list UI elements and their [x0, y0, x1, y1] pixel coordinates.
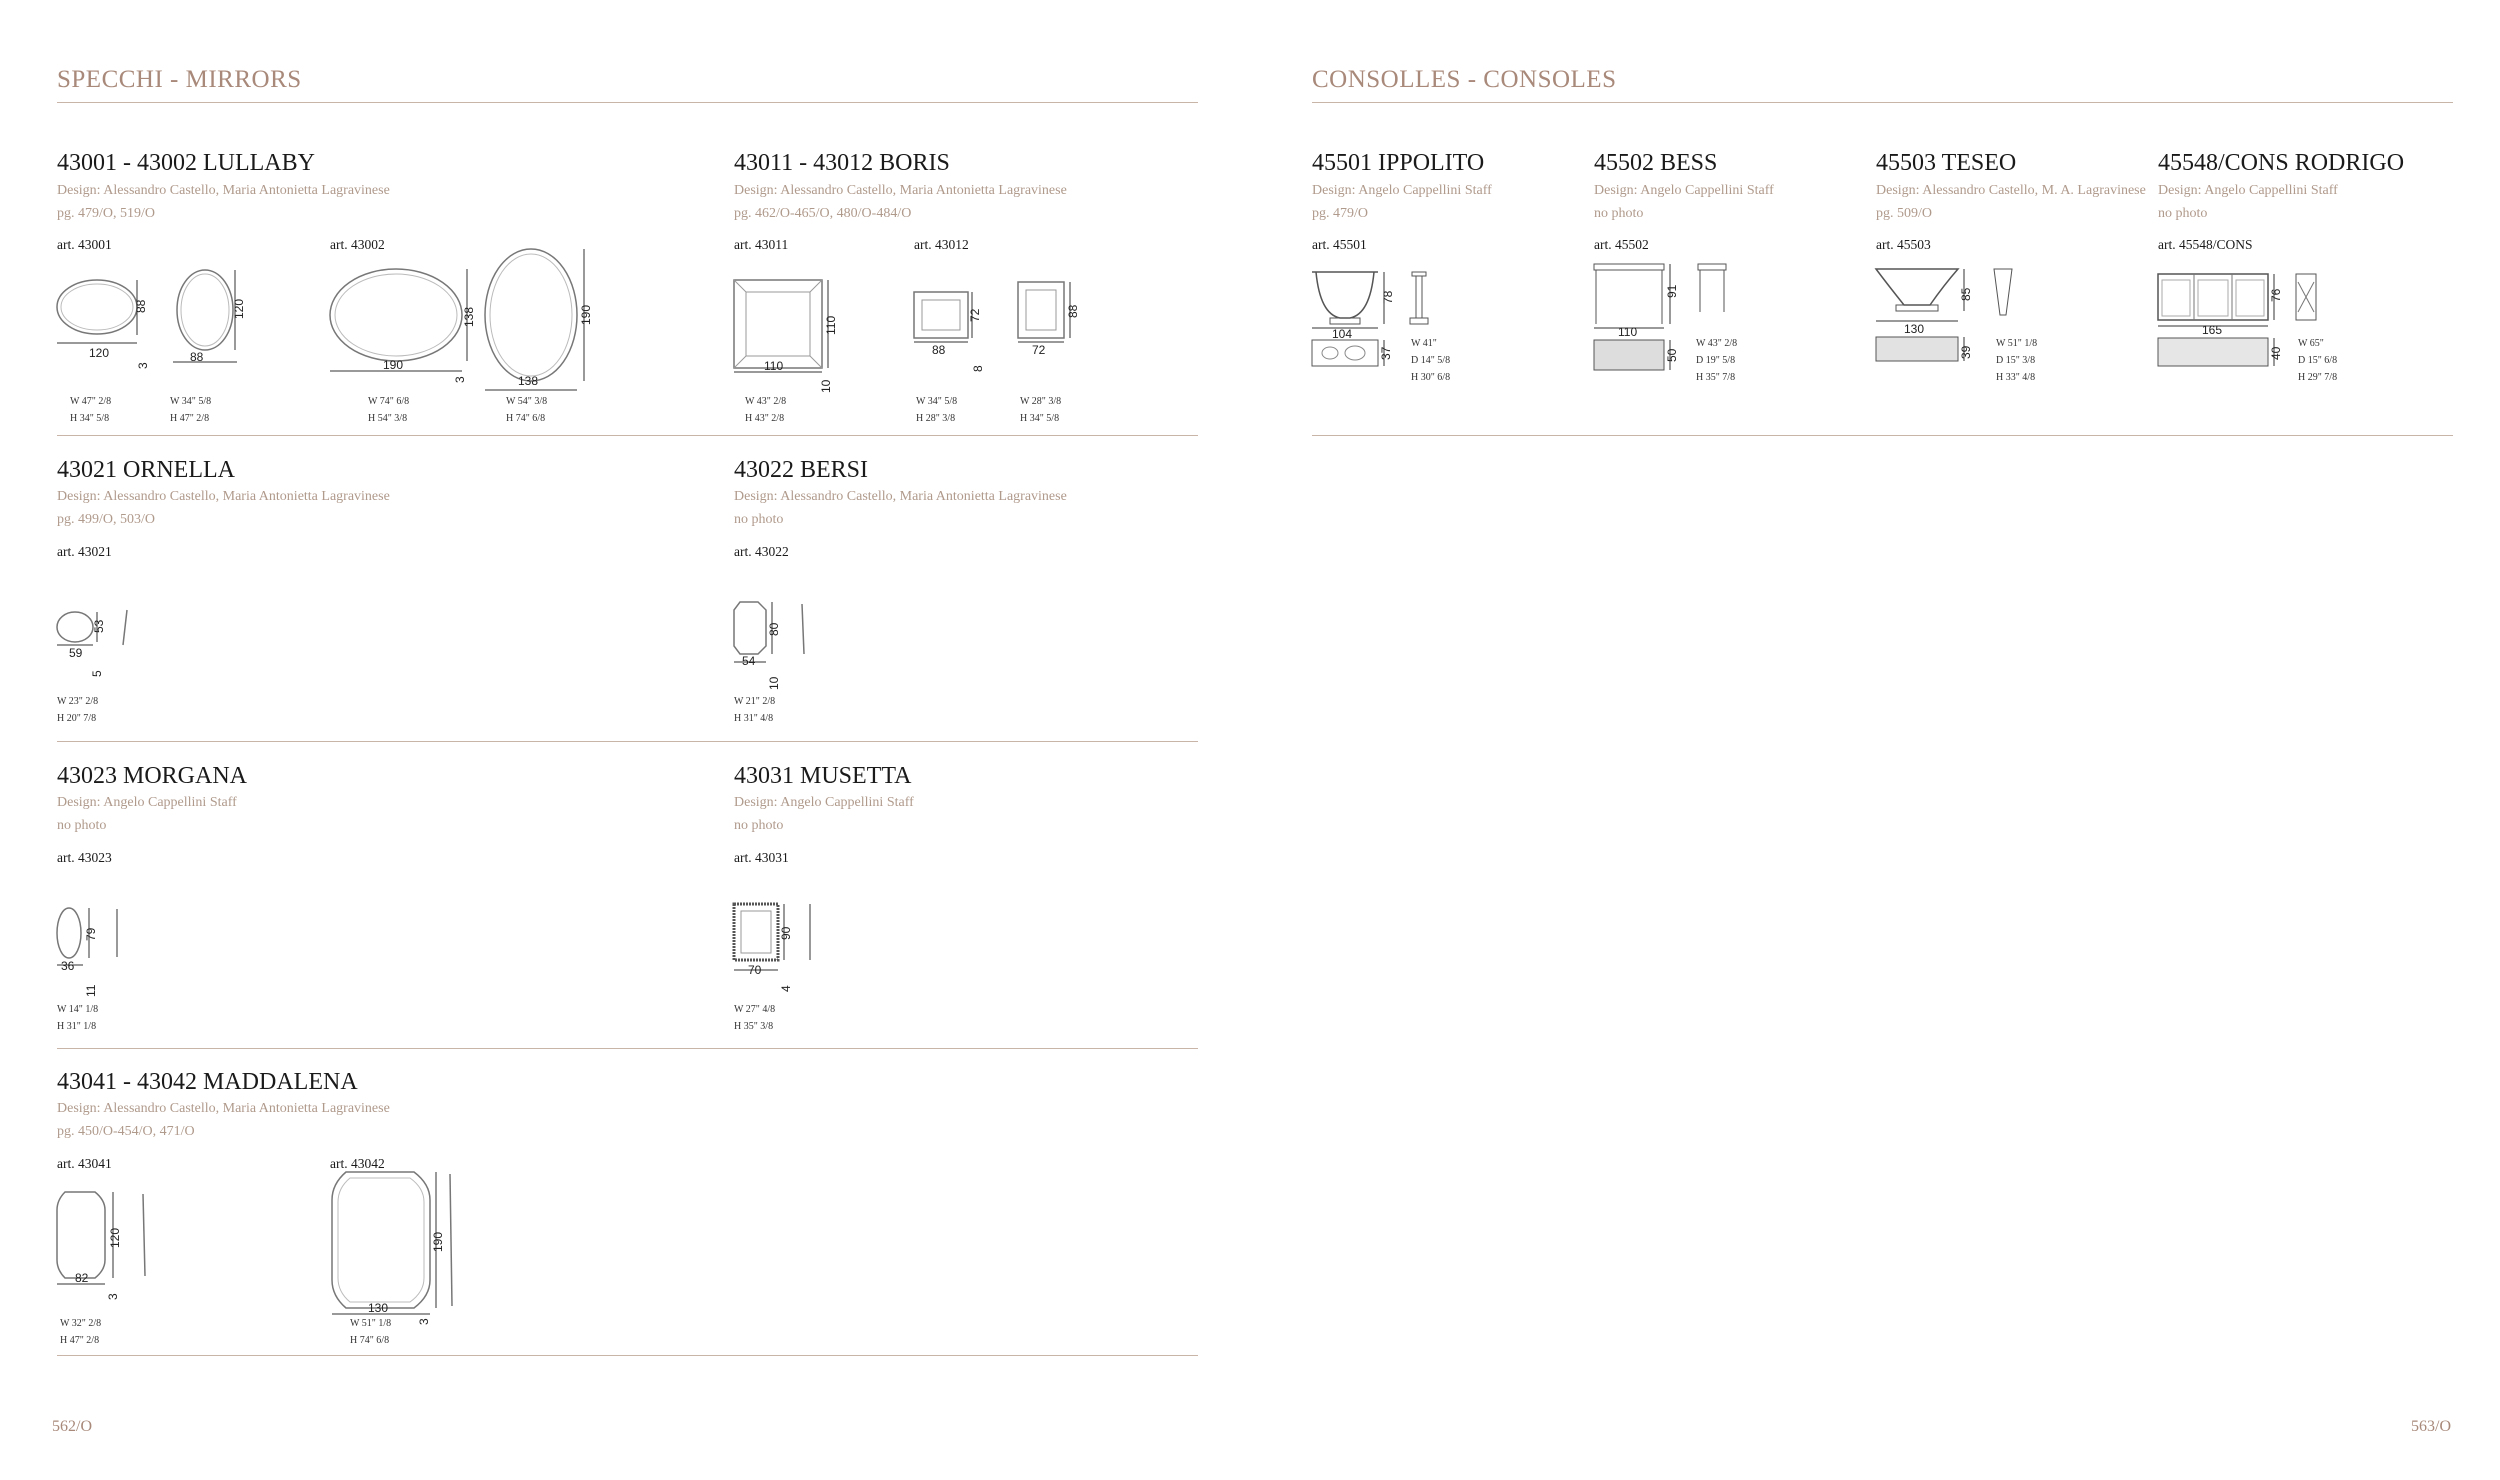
product-design: Design: Alessandro Castello, Maria Antonietta Lagravinese [57, 489, 390, 504]
product-pages: pg. 462/O-465/O, 480/O-484/O [734, 206, 912, 221]
row-divider [57, 741, 1198, 742]
article-dimensions: W 54" 3/8 H 74" 6/8 [506, 396, 548, 424]
product-design: Design: Alessandro Castello, Maria Antonietta Lagravinese [734, 489, 1067, 504]
product-pages: pg. 479/O [1312, 206, 1368, 221]
dim-number: 3 [136, 362, 150, 369]
article-label: art. 43023 [57, 850, 112, 865]
dim-number: 110 [764, 359, 784, 373]
article-label: art. 43031 [734, 850, 789, 865]
product-design: Design: Alessandro Castello, Maria Antonietta Lagravinese [57, 183, 390, 198]
section-title-consoles: CONSOLLES - CONSOLES [1312, 66, 1617, 93]
product-title-ornella: 43021 ORNELLA [57, 457, 235, 483]
product-design: Design: Angelo Cappellini Staff [57, 795, 237, 810]
dim-number: 3 [106, 1293, 120, 1300]
article-label: art. 45501 [1312, 237, 1367, 252]
product-title-maddalena: 43041 - 43042 MADDALENA [57, 1069, 358, 1095]
product-pages: no photo [734, 512, 784, 527]
dim-number: 88 [190, 350, 204, 364]
dim-number: 110 [824, 315, 838, 335]
product-pages: no photo [1594, 206, 1644, 221]
product-design: Design: Angelo Cappellini Staff [1312, 183, 1492, 198]
dim-number: 72 [1032, 343, 1046, 357]
dim-number: 3 [417, 1318, 431, 1325]
article-dimensions: W 27" 4/8 H 35" 3/8 [734, 1004, 776, 1032]
dim-number: 4 [779, 985, 793, 992]
lullaby-43001-drawing [55, 265, 255, 385]
article-label: art. 43001 [57, 237, 112, 252]
article-label: art. 45548/CONS [2158, 237, 2253, 252]
row-divider [57, 1355, 1198, 1356]
lullaby-43002-drawing [328, 245, 608, 405]
teseo-45503-drawing [1874, 265, 2014, 375]
dim-number: 138 [518, 374, 539, 388]
dim-number: 85 [1959, 287, 1973, 301]
product-design: Design: Alessandro Castello, M. A. Lagravinese [1876, 183, 2146, 198]
musetta-43031-drawing [732, 900, 822, 1000]
dim-number: 120 [232, 298, 246, 319]
product-pages: no photo [734, 818, 784, 833]
maddalena-43042-drawing [330, 1170, 470, 1325]
dim-number: 70 [748, 963, 762, 977]
article-dimensions: W 43" 2/8 D 19" 5/8 H 35" 7/8 [1696, 338, 1738, 383]
bersi-43022-drawing [732, 600, 822, 695]
product-title-boris: 43011 - 43012 BORIS [734, 150, 950, 176]
dim-number: 88 [932, 343, 946, 357]
boris-43012-drawing [912, 280, 1092, 380]
article-dimensions: W 34" 5/8 H 28" 3/8 [916, 396, 958, 424]
article-dimensions: W 51" 1/8 D 15" 3/8 H 33" 4/8 [1996, 338, 2038, 383]
dim-number: 90 [779, 926, 793, 940]
section-rule [1312, 102, 2453, 103]
product-design: Design: Angelo Cappellini Staff [734, 795, 914, 810]
dim-number: 190 [579, 304, 593, 325]
product-design: Design: Alessandro Castello, Maria Antonietta Lagravinese [734, 183, 1067, 198]
dim-number: 72 [968, 308, 982, 322]
product-title-lullaby: 43001 - 43002 LULLABY [57, 150, 315, 176]
dim-number: 5 [90, 670, 104, 677]
product-pages: no photo [57, 818, 107, 833]
dim-number: 78 [1381, 290, 1395, 304]
product-title-bess: 45502 BESS [1594, 150, 1718, 176]
product-title-rodrigo: 45548/CONS RODRIGO [2158, 150, 2405, 176]
dim-number: 130 [1904, 322, 1925, 336]
dim-number: 36 [61, 959, 75, 973]
dim-number: 88 [1066, 304, 1080, 318]
dim-number: 120 [89, 346, 110, 360]
dim-number: 120 [108, 1227, 122, 1248]
page-number: 562/O [52, 1418, 92, 1435]
dim-number: 39 [1959, 345, 1973, 359]
article-dimensions: W 34" 5/8 H 47" 2/8 [170, 396, 212, 424]
article-dimensions: W 43" 2/8 H 43" 2/8 [745, 396, 787, 424]
maddalena-43041-drawing [55, 1190, 175, 1310]
dim-number: 40 [2269, 346, 2283, 360]
boris-43011-drawing [732, 275, 842, 395]
article-dimensions: W 47" 2/8 H 34" 5/8 [70, 396, 112, 424]
article-label: art. 45502 [1594, 237, 1649, 252]
article-dimensions: W 51" 1/8 H 74" 6/8 [350, 1318, 392, 1346]
dim-number: 11 [84, 984, 98, 997]
article-dimensions: W 23" 2/8 H 20" 7/8 [57, 696, 99, 724]
article-dimensions: W 74" 6/8 H 54" 3/8 [368, 396, 410, 424]
dim-number: 82 [75, 1271, 89, 1285]
dim-number: 190 [383, 358, 404, 372]
article-label: art. 45503 [1876, 237, 1931, 252]
article-label: art. 43042 [330, 1156, 385, 1171]
article-label: art. 43012 [914, 237, 969, 252]
dim-number: 54 [742, 654, 756, 668]
row-divider [57, 1048, 1198, 1049]
page-number: 563/O [2411, 1418, 2451, 1435]
dim-number: 104 [1332, 327, 1353, 341]
dim-number: 53 [92, 619, 106, 633]
article-dimensions: W 41" D 14" 5/8 H 30" 6/8 [1411, 338, 1451, 383]
product-pages: no photo [2158, 206, 2208, 221]
product-title-morgana: 43023 MORGANA [57, 763, 248, 789]
article-label: art. 43021 [57, 544, 112, 559]
dim-number: 80 [767, 622, 781, 636]
product-title-teseo: 45503 TESEO [1876, 150, 2017, 176]
article-dimensions: W 14" 1/8 H 31" 1/8 [57, 1004, 99, 1032]
dim-number: 10 [767, 676, 781, 690]
dim-number: 190 [431, 1231, 445, 1252]
dim-number: 79 [84, 927, 98, 941]
dim-number: 50 [1665, 348, 1679, 362]
product-title-bersi: 43022 BERSI [734, 457, 869, 483]
product-title-musetta: 43031 MUSETTA [734, 763, 912, 789]
product-design: Design: Alessandro Castello, Maria Antonietta Lagravinese [57, 1101, 390, 1116]
article-dimensions: W 28" 3/8 H 34" 5/8 [1020, 396, 1062, 424]
dim-number: 59 [69, 646, 83, 660]
row-divider [1312, 435, 2453, 436]
dim-number: 3 [453, 376, 467, 383]
product-pages: pg. 499/O, 503/O [57, 512, 155, 527]
dim-number: 10 [819, 379, 833, 393]
product-design: Design: Angelo Cappellini Staff [1594, 183, 1774, 198]
row-divider [57, 435, 1198, 436]
dim-number: 37 [1379, 346, 1393, 360]
dim-number: 8 [971, 365, 985, 372]
ornella-43021-drawing [55, 605, 145, 685]
dim-number: 130 [368, 1301, 389, 1315]
product-pages: pg. 479/O, 519/O [57, 206, 155, 221]
dim-number: 110 [1618, 325, 1638, 339]
article-dimensions: W 32" 2/8 H 47" 2/8 [60, 1318, 102, 1346]
section-rule [57, 102, 1198, 103]
article-dimensions: W 65" D 15" 6/8 H 29" 7/8 [2298, 338, 2338, 383]
dim-number: 138 [462, 306, 476, 327]
article-dimensions: W 21" 2/8 H 31" 4/8 [734, 696, 776, 724]
article-label: art. 43022 [734, 544, 789, 559]
product-design: Design: Angelo Cappellini Staff [2158, 183, 2338, 198]
morgana-43023-drawing [55, 905, 145, 1000]
dim-number: 88 [134, 299, 148, 313]
article-label: art. 43002 [330, 237, 385, 252]
dim-number: 91 [1665, 284, 1679, 298]
product-pages: pg. 450/O-454/O, 471/O [57, 1124, 195, 1139]
dim-number: 165 [2202, 323, 2223, 337]
section-title-mirrors: SPECCHI - MIRRORS [57, 66, 302, 93]
product-pages: pg. 509/O [1876, 206, 1932, 221]
article-label: art. 43041 [57, 1156, 112, 1171]
article-label: art. 43011 [734, 237, 789, 252]
product-title-ippolito: 45501 IPPOLITO [1312, 150, 1485, 176]
dim-number: 76 [2269, 288, 2283, 302]
